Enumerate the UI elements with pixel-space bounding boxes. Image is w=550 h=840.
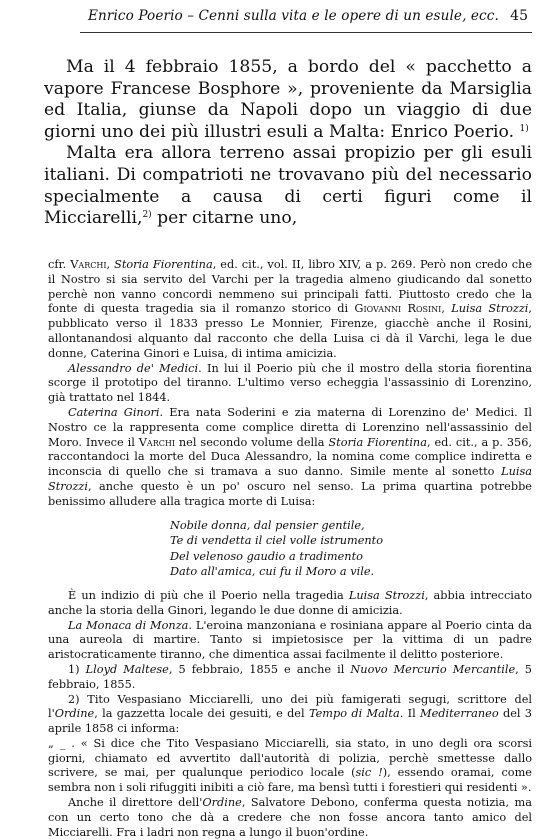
main-paragraph-1: Ma il 4 febbraio 1855, a bordo del « pacchetto a vapore Francese Bosphore », proveniente da Marsiglia ed Italia, giunse da Napoli dopo un viaggio di due giorni uno dei più illustri esuli a Malta: Enrico Poerio. $^{1)}$: [44, 57, 532, 142]
footnote-1: 1) Lloyd Maltese, 5 febbraio, 1855 e anche il Nuovo Mercurio Mercantile, 5 febbraio, 1855.: [48, 662, 532, 691]
poem-quatrain: [170, 518, 532, 580]
page-number: 45: [510, 8, 528, 24]
main-paragraph-2: Malta era allora terreno assai propizio per gli esuli italiani. Di compatrioti ne trovavano più del necessario specialmente a causa di certi figuri come il Micciarelli,$^{2)}$ per citarne uno,: [44, 143, 533, 229]
poem-line: Nobile donna, dal pensier gentile,: [170, 518, 365, 532]
footnote-2: 2) Tito Vespasiano Micciarelli, uno dei più famigerati segugi, scrittore del l'Ordine, la gazzetta locale dei gesuiti, e del Tempo di Malta. Il Mediterraneo del 3 aprile 1858 ci informa:: [48, 692, 532, 736]
running-header-title: Enrico Poerio – Cenni sulla vita e le opere di un esule, ecc.: [88, 8, 499, 24]
running-header: [88, 6, 528, 28]
poem-line: Del velenoso gaudio a tradimento: [170, 549, 363, 563]
poem-line: Dato all'amica, cui fu il Moro a vile.: [170, 565, 375, 579]
note-paragraph-caterina: Caterina Ginori. Era nata Soderini e zia materna di Lorenzino de' Medici. Il Nostro ce la rappresenta come complice diretta di Lorenzino nell'assassinio del Moro. Invece il Varchi nel secondo volume della Storia Fiorentina, ed. cit., a p. 356, raccontandoci la morte del Duca Alessandro, la nomina come complice indiretta e inconscia di quello che si tramava a suo danno. Simile mente al sonetto Luisa Strozzi, anche questo è un po' oscuro nel senso. La prima quartina potrebbe benissimo alludere alla tragica morte di Luisa:: [48, 405, 533, 508]
note-paragraph-varchi: cfr. Varchi, Storia Fiorentina, ed. cit., vol. II, libro XIV, a p. 269. Però non credo che il Nostro si sia servito del Varchi per la tragedia almeno giudicando dal sonetto perchè non vanno concordi nemmeno sui principali fatti. Piuttosto credo che la fonte di questa tragedia sia il romanzo storico di Giovanni Rosini, Luisa Strozzi, pubblicato verso il 1833 presso Le Monnier, Firenze, giacchè anche il Rosini, allontanandosi alquanto dal racconto che della Luisa ci dà il Varchi, lega le due donne, Caterina Ginori e Luisa, di intima amicizia.: [48, 258, 533, 360]
notes-section: [48, 258, 532, 840]
poem-line: Te di vendetta il ciel volle istrumento: [170, 534, 384, 548]
footnote-ref-1: 1): [519, 123, 529, 134]
note-paragraph-alessandro: Alessandro de' Medici. In lui il Poerio più che il mostro della storia fiorentina scorge il prototipo del tiranno. L'ultimo verso echeggia l'assassinio di Lorenzino, già trattato nel 1844.: [48, 361, 532, 405]
header-rule: [80, 32, 532, 33]
note-paragraph-monaca: La Monaca di Monza. L'eroina manzoniana e rosiniana appare al Poerio cinta da una aureola di martire. Tanto si impietosisce per la vittima di un padre aristocraticamente tiranno, che dimentica assai facilmente il delitto posteriore.: [48, 618, 532, 662]
main-text: [44, 57, 532, 230]
footnote-2-quote: „ _ . « Si dice che Tito Vespasiano Micciarelli, sia stato, in uno degli ora scorsi giorni, chiamato ed avvertito dall'autorità di polizia, perchè smettesse dallo scrivere, se mai, per qualunque periodico locale (sic !), essendo oramai, come sembra non i soli rifuggiti inibiti a ciò fare, ma bensì tutti i forestieri qui residenti ».: [48, 736, 532, 795]
note-paragraph-indizio: È un indizio di più che il Poerio nella tragedia Luisa Strozzi, abbia intrecciato anche la storia della Ginori, legando le due donne di amicizia.: [48, 588, 532, 617]
footnote-ref-2: 2): [142, 210, 152, 221]
footnote-2-continuation: Anche il direttore dell'Ordine, Salvatore Debono, conferma questa notizia, ma con un certo tono che dà a credere che non fosse ancora tanto amico del Micciarelli. Fra i ladri non regna a lungo il buon'ordine.: [48, 796, 532, 839]
